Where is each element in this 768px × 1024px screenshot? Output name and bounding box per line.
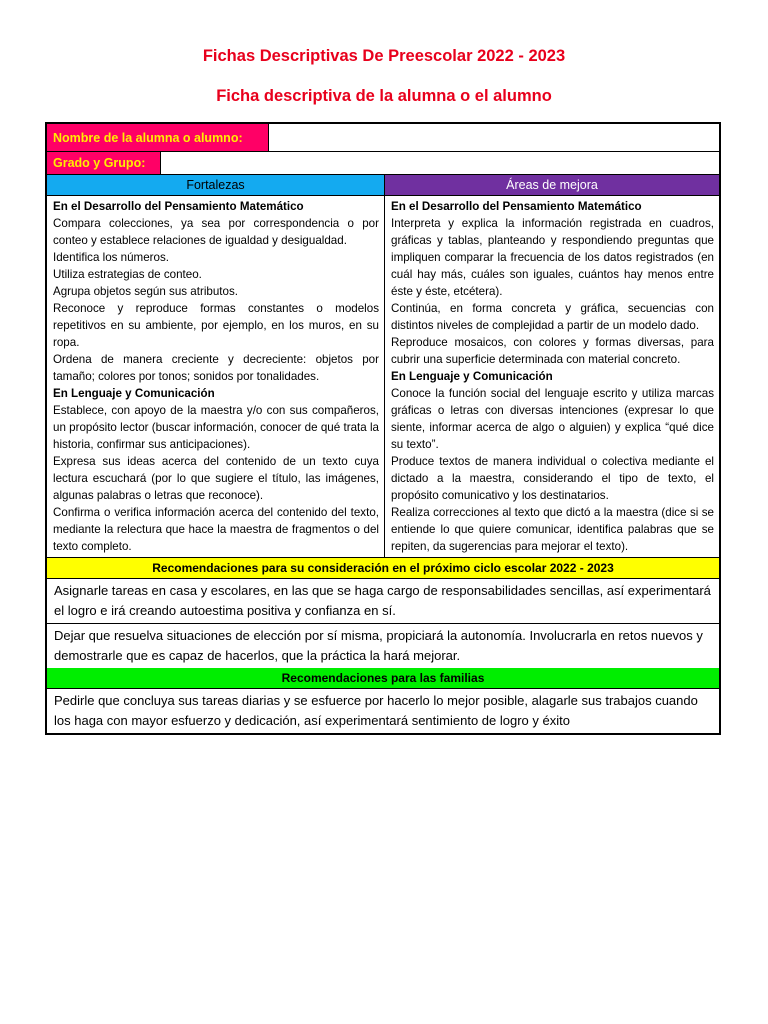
student-name-row bbox=[47, 124, 719, 152]
list-item: Expresa sus ideas acerca del contenido de un texto cuya lectura escuchará (por lo que sugiere el título, las imágenes, algunas palabras o letras que reconoce). bbox=[53, 455, 379, 502]
document-title: Fichas Descriptivas De Preescolar 2022 - 2023 bbox=[202, 47, 566, 65]
section-heading: En el Desarrollo del Pensamiento Matemático bbox=[53, 200, 304, 213]
list-item: Conoce la función social del lenguaje escrito y utiliza marcas gráficas o letras con diversas intenciones (expresar lo que siente, informar acerca de algo o alguien) y explica “qué dice su texto”. bbox=[391, 387, 714, 451]
grade-group-row bbox=[47, 152, 719, 175]
family-recommendations-header: Recomendaciones para las familias bbox=[47, 668, 719, 689]
strengths-column bbox=[47, 196, 385, 557]
next-cycle-recommendations-body bbox=[47, 579, 719, 668]
list-item: Realiza correcciones al texto que dictó a la maestra (dice si se entiende lo que quiere comunicar, identifica palabras que se repiten, da sugerencias para mejorar el texto). bbox=[391, 506, 714, 553]
list-item: Agrupa objetos según sus atributos. bbox=[53, 285, 238, 298]
next-cycle-recommendations-header: Recomendaciones para su consideración en el próximo ciclo escolar 2022 - 2023 bbox=[47, 558, 719, 579]
family-recommendations-body bbox=[47, 689, 719, 733]
recommendation-paragraph: Dejar que resuelva situaciones de elección por sí misma, propiciará la autonomía. Involucrarla en retos nuevos y demostrarle que es capaz de hacerlos, que la práctica la hará mejorar. bbox=[54, 628, 703, 663]
list-item: Interpreta y explica la información registrada en cuadros, gráficas y tablas, planteando y respondiendo preguntas que impliquen comparar la frecuencia de los datos registrados (en cuál hay más, cuáles son iguales, cuántos hay menos entre éste y éste, etcétera). bbox=[391, 217, 714, 298]
strengths-improvements-body bbox=[47, 196, 719, 558]
student-name-label: Nombre de la alumna o alumno: bbox=[47, 124, 269, 151]
list-item: Continúa, en forma concreta y gráfica, secuencias con distintos niveles de complejidad a partir de un modelo dado. bbox=[391, 302, 714, 332]
improvement-areas-header: Áreas de mejora bbox=[385, 175, 719, 195]
list-item: Produce textos de manera individual o colectiva mediante el dictado a la maestra, considerando el tipo de texto, el propósito comunicativo y los destinatarios. bbox=[391, 455, 714, 502]
list-item: Identifica los números. bbox=[53, 251, 169, 264]
grade-group-field[interactable] bbox=[161, 152, 719, 174]
list-item: Reproduce mosaicos, con colores y formas diversas, para cubrir una superficie determinada con material concreto. bbox=[391, 336, 714, 366]
student-name-field[interactable] bbox=[269, 124, 719, 151]
list-item: Utiliza estrategias de conteo. bbox=[53, 268, 202, 281]
recommendation-paragraph: Pedirle que concluya sus tareas diarias y se esfuerce por hacerlo lo mejor posible, alagarle sus trabajos cuando los haga con mayor esfuerzo y dedicación, así experimentará sentimiento de logro y éxito bbox=[54, 693, 698, 728]
grade-group-label: Grado y Grupo: bbox=[47, 152, 161, 174]
list-item: Establece, con apoyo de la maestra y/o con sus compañeros, un propósito lector (buscar información, conocer de qué trata la historia, confirmar sus anticipaciones). bbox=[53, 404, 379, 451]
section-heading: En el Desarrollo del Pensamiento Matemático bbox=[391, 200, 642, 213]
section-heading: En Lenguaje y Comunicación bbox=[391, 370, 553, 383]
document-subtitle: Ficha descriptiva de la alumna o el alumno bbox=[216, 87, 552, 105]
column-headers-row bbox=[47, 175, 719, 196]
recommendation-paragraph: Asignarle tareas en casa y escolares, en las que se haga cargo de responsabilidades sencillas, así experimentará el logro e irá creando autoestima positiva y confianza en sí. bbox=[47, 579, 719, 624]
strengths-header: Fortalezas bbox=[47, 175, 385, 195]
descriptive-sheet-table bbox=[45, 122, 721, 735]
list-item: Ordena de manera creciente y decreciente: objetos por tamaño; colores por tonos; sonidos por tonalidades. bbox=[53, 353, 379, 383]
improvement-areas-column bbox=[385, 196, 719, 557]
list-item: Reconoce y reproduce formas constantes o modelos repetitivos en su ambiente, por ejemplo, en los muros, en su ropa. bbox=[53, 302, 379, 349]
list-item: Compara colecciones, ya sea por correspondencia o por conteo y establece relaciones de igualdad y desigualdad. bbox=[53, 217, 379, 247]
section-heading: En Lenguaje y Comunicación bbox=[53, 387, 215, 400]
list-item: Confirma o verifica información acerca del contenido del texto, mediante la relectura que hace la maestra de fragmentos o del texto completo. bbox=[53, 506, 379, 553]
